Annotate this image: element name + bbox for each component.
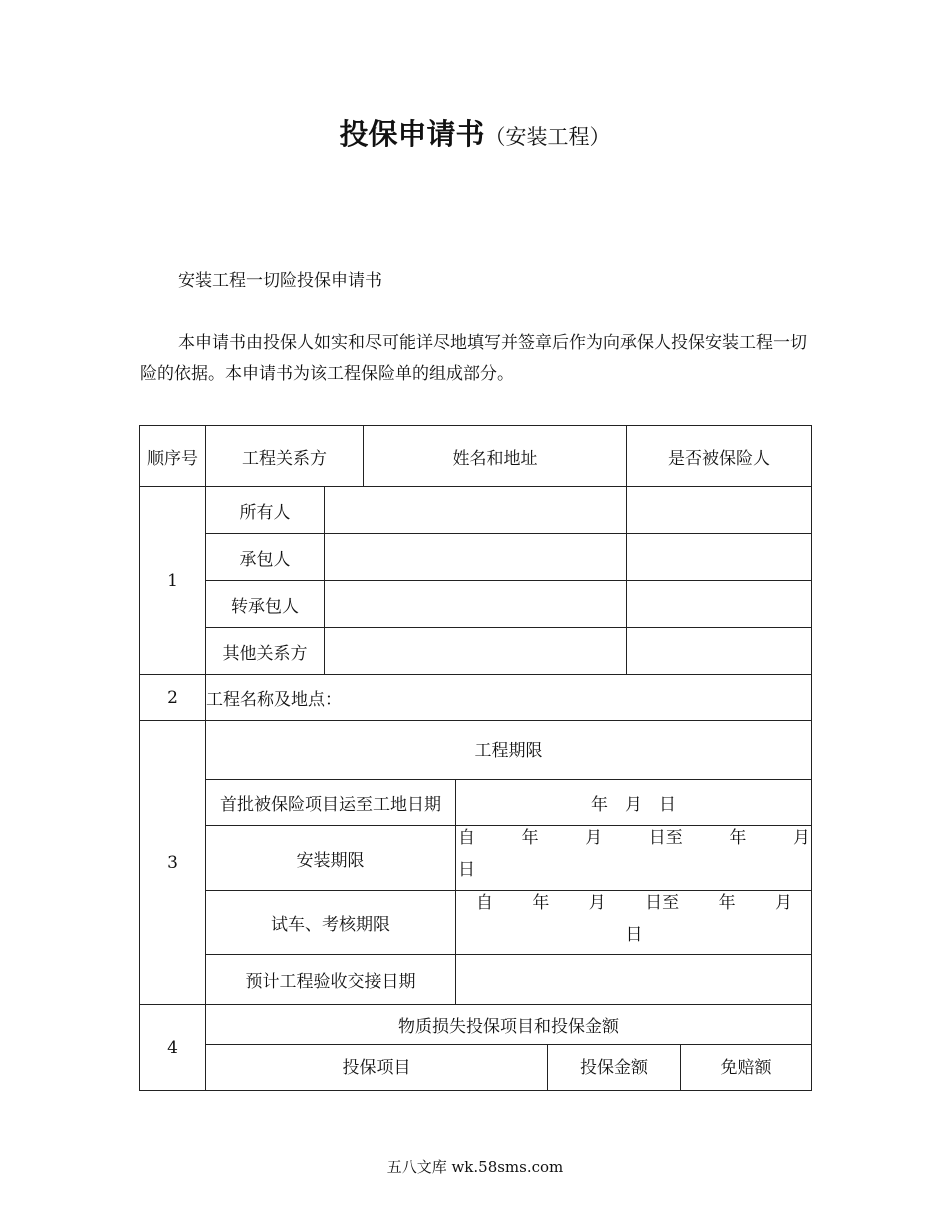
test-period-value [476,887,792,951]
header-seq: 顺序号 [147,448,198,469]
footer-source: 五八文库 wk.58sms.com [386,1158,564,1176]
header-name-address: 姓名和地址 [452,448,538,469]
project-name-location-label: 工程名称及地点： [206,690,342,710]
header-party: 工程关系方 [242,448,327,469]
first-delivery-date: 年 月 日 [591,795,676,815]
install-month-2: 月 [792,828,810,848]
test-day-2: 日 [625,925,643,945]
install-period-value [458,822,810,886]
test-year-2: 年 [718,893,736,913]
party-owner: 所有人 [239,502,291,523]
install-year-1: 年 [521,828,539,848]
application-table [139,425,812,1091]
document-title [0,112,950,153]
insured-items-heading: 物质损失投保项目和投保金额 [398,1017,619,1037]
section-4-number: 4 [167,1037,178,1058]
period-heading: 工程期限 [474,741,543,761]
party-contractor: 承包人 [239,549,291,570]
intro-paragraph: 本申请书由投保人如实和尽可能详尽地填写并签章后作为向承保人投保安装工程一切险的依据。本申请书为该工程保险单的组成部分。 [140,333,807,384]
install-from: 自 [458,828,475,848]
section-3-number: 3 [167,852,178,873]
test-from: 自 [476,893,493,913]
test-day-1: 日至 [645,893,680,913]
title-sub: （安装工程） [484,125,611,149]
test-month-2: 月 [774,893,792,913]
section-1-number: 1 [167,570,178,591]
install-period-label: 安装期限 [296,850,365,871]
title-main: 投保申请书 [339,117,485,151]
install-year-2: 年 [729,828,747,848]
header-insured: 是否被保险人 [668,448,770,469]
install-day-1: 日至 [648,828,683,848]
first-delivery-label: 首批被保险项目运至工地日期 [220,795,441,815]
col-insured-item: 投保项目 [342,1057,411,1078]
install-month-1: 月 [585,828,603,848]
test-month-1: 月 [588,893,606,913]
col-deductible: 免赔额 [720,1057,772,1078]
test-year-1: 年 [532,893,550,913]
subheading: 安装工程一切险投保申请书 [178,271,382,291]
col-insured-amount: 投保金额 [580,1057,648,1078]
section-2-number: 2 [167,687,178,708]
party-subcontractor: 转承包人 [231,596,299,617]
acceptance-date-label: 预计工程验收交接日期 [245,972,416,992]
party-other: 其他关系方 [222,643,308,664]
test-period-label: 试车、考核期限 [271,915,390,935]
install-day-2: 日 [458,860,475,880]
